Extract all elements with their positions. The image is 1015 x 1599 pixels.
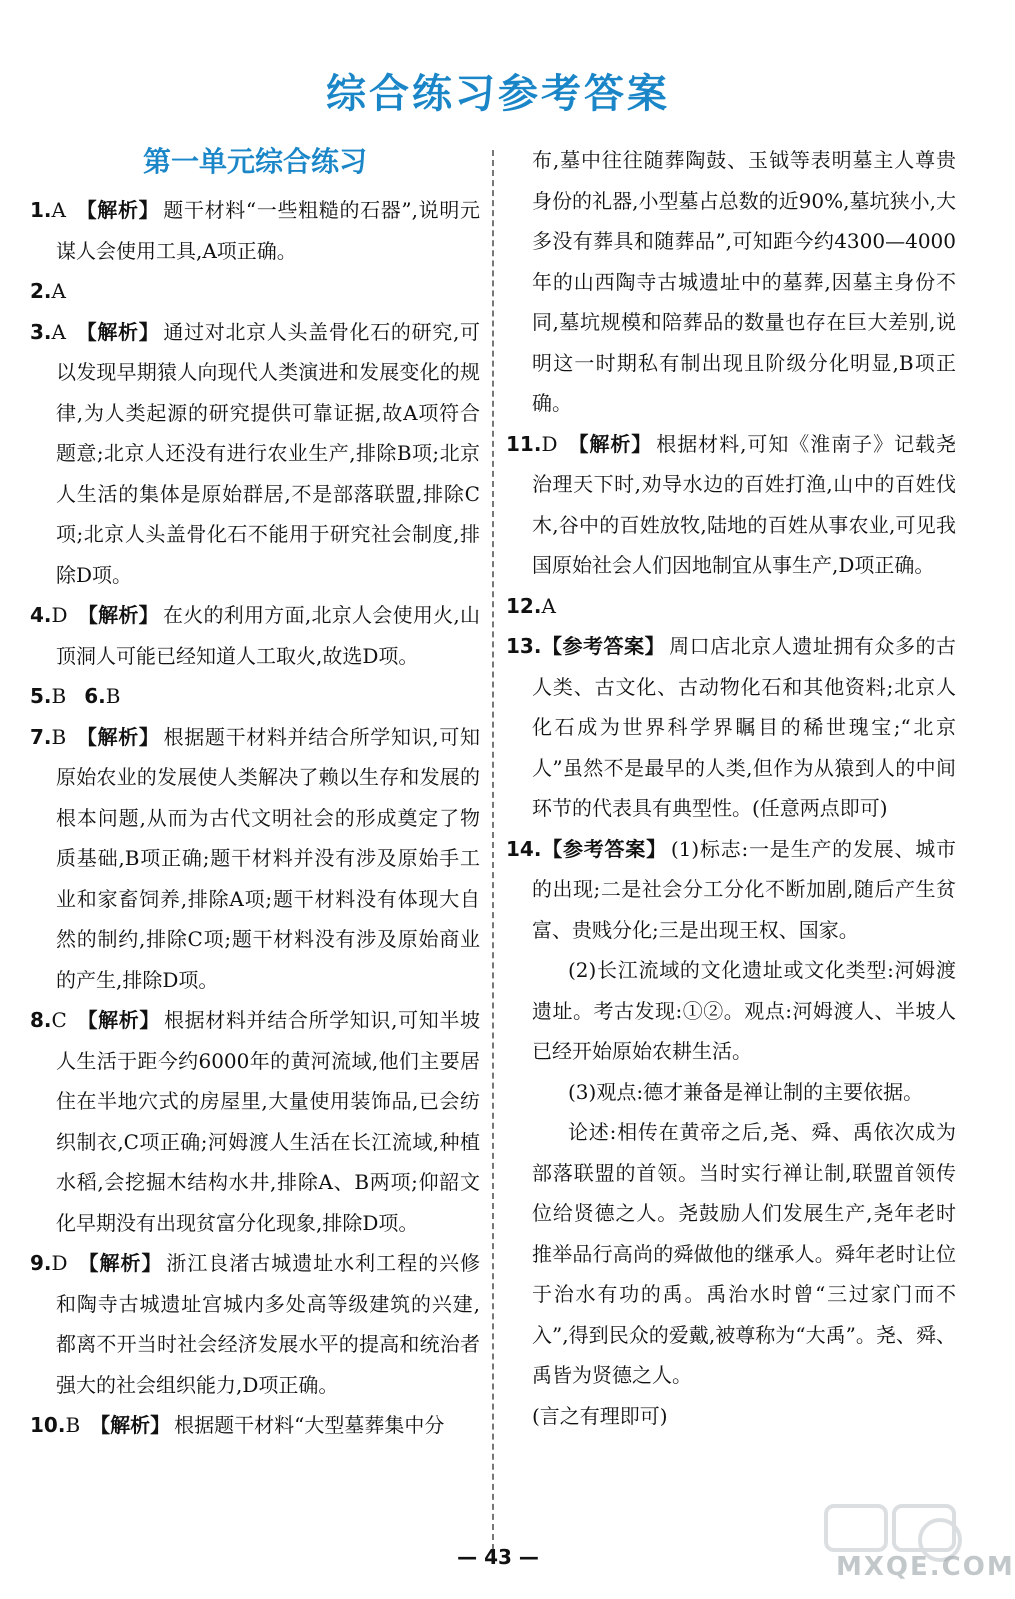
item-number: 13. bbox=[506, 634, 542, 658]
answer-option: A bbox=[51, 198, 66, 222]
analysis-tag: 【解析】 bbox=[77, 1251, 163, 1275]
item-number: 12. bbox=[506, 593, 542, 618]
analysis-tag: 【解析】 bbox=[77, 603, 159, 627]
page-number: — 43 — bbox=[457, 1545, 539, 1569]
answer-item-13 bbox=[506, 626, 956, 829]
analysis-text: 根据题干材料并结合所学知识,可知原始农业的发展使人类解决了赖以生存和发展的根本问题,从而为古代文明社会的形成奠定了物质基础,B项正确;题干材料并没有涉及原始手工业和家畜饲养,排除A项;题干材料没有体现大自然的制约,排除C项;题干材料没有涉及原始商业的产生,排除D项。 bbox=[56, 724, 481, 992]
analysis-text: 题干材料“一些粗糙的石器”,说明元谋人会使用工具,A项正确。 bbox=[56, 198, 481, 263]
item-number: 2. bbox=[30, 279, 52, 303]
answer-text: (1)标志:一是生产的发展、城市的出现;二是社会分工分化不断加剧,随后产生贫富、贵贱分化;三是出现王权、国家。 bbox=[532, 836, 956, 942]
item-number: 3. bbox=[30, 319, 52, 344]
analysis-text: 在火的利用方面,北京人会使用火,山顶洞人可能已经知道人工取火,故选D项。 bbox=[56, 603, 481, 668]
left-column bbox=[30, 140, 480, 1446]
item-number: 14. bbox=[506, 836, 542, 861]
answer-item-10-continued: 布,墓中往往随葬陶鼓、玉钺等表明墓主人尊贵身份的礼器,小型墓占总数的近90%,墓坑狭小,大多没有葬具和随葬品”,可知距今约4300—4000年的山西陶寺古城遗址中的墓葬,因墓主身份不同,墓坑规模和陪葬品的数量也存在巨大差别,说明这一时期私有制出现且阶级分化明显,B项正确。 bbox=[532, 148, 956, 415]
watermark-text: MXQE.COM bbox=[836, 1552, 1015, 1582]
answer-item-14-note: (言之有理即可) bbox=[532, 1403, 668, 1428]
answer-item-4 bbox=[30, 595, 480, 676]
answer-item-1 bbox=[30, 190, 480, 271]
answer-option: A bbox=[541, 593, 556, 618]
item-number: 10. bbox=[30, 1413, 66, 1437]
answer-item-8 bbox=[30, 1000, 480, 1243]
right-column bbox=[506, 140, 956, 1436]
analysis-tag: 【解析】 bbox=[75, 319, 160, 344]
answer-option: B bbox=[51, 724, 67, 749]
answer-item-14-part-3: (3)观点:德才兼备是禅让制的主要依据。 bbox=[568, 1079, 924, 1104]
section-title: 第一单元综合练习 bbox=[142, 145, 367, 178]
item-number: 11. bbox=[506, 431, 542, 456]
answer-item-2 bbox=[30, 271, 480, 312]
answer-option: C bbox=[51, 1008, 67, 1032]
analysis-tag: 【解析】 bbox=[567, 431, 653, 456]
reference-answer-tag: 【参考答案】 bbox=[541, 634, 666, 658]
analysis-tag: 【解析】 bbox=[90, 1413, 171, 1437]
analysis-text: 根据题干材料“大型墓葬集中分 bbox=[174, 1413, 445, 1437]
answer-item-5-6 bbox=[30, 676, 480, 717]
answer-option: D bbox=[541, 431, 558, 456]
answer-text: 周口店北京人遗址拥有众多的古人类、古文化、古动物化石和其他资料;北京人化石成为世界科学界瞩目的稀世瑰宝;“北京人”虽然不是最早的人类,但作为从猿到人的中间环节的代表具有典型性。(任意两点即可) bbox=[532, 634, 957, 820]
page-title: 综合练习参考答案 bbox=[326, 71, 670, 117]
answer-item-10 bbox=[30, 1405, 480, 1446]
item-number: 9. bbox=[30, 1251, 52, 1275]
analysis-tag: 【解析】 bbox=[75, 198, 160, 222]
analysis-tag: 【解析】 bbox=[76, 1008, 161, 1032]
answer-option: A bbox=[51, 319, 66, 344]
answer-option: B bbox=[105, 684, 121, 708]
answer-option: B bbox=[51, 684, 67, 708]
item-number: 4. bbox=[30, 603, 52, 627]
item-number: 5. bbox=[30, 684, 52, 708]
answer-item-11 bbox=[506, 424, 956, 586]
analysis-text: 浙江良渚古城遗址水利工程的兴修和陶寺古城遗址宫城内多处高等级建筑的兴建,都离不开当时社会经济发展水平的提高和统治者强大的社会组织能力,D项正确。 bbox=[56, 1251, 481, 1397]
answer-option: A bbox=[51, 279, 66, 303]
answer-option: B bbox=[65, 1413, 81, 1437]
item-number: 8. bbox=[30, 1008, 52, 1032]
answer-item-9 bbox=[30, 1243, 480, 1405]
answer-option: D bbox=[51, 603, 68, 627]
answer-item-12 bbox=[506, 586, 956, 627]
item-number: 1. bbox=[30, 198, 52, 222]
answer-item-14-part-2: (2)长江流域的文化遗址或文化类型:河姆渡遗址。考古发现:①②。观点:河姆渡人、半坡人已经开始原始农耕生活。 bbox=[532, 958, 956, 1063]
analysis-tag: 【解析】 bbox=[76, 724, 160, 749]
analysis-text: 根据材料并结合所学知识,可知半坡人生活于距今约6000年的黄河流域,他们主要居住在半地穴式的房屋里,大量使用装饰品,已会纺织制衣,C项正确;河姆渡人生活在长江流域,种植水稻,会挖掘木结构水井,排除A、B两项;仰韶文化早期没有出现贫富分化现象,排除D项。 bbox=[56, 1008, 480, 1235]
answer-option: D bbox=[51, 1251, 68, 1275]
analysis-text: 根据材料,可知《淮南子》记载尧治理天下时,劝导水边的百姓打渔,山中的百姓伐木,谷中的百姓放牧,陆地的百姓从事农业,可见我国原始社会人们因地制宜从事生产,D项正确。 bbox=[532, 431, 957, 577]
answer-item-14 bbox=[506, 829, 956, 951]
item-number: 7. bbox=[30, 724, 52, 749]
item-number: 6. bbox=[84, 684, 106, 708]
answer-item-7 bbox=[30, 717, 480, 1001]
answer-item-3 bbox=[30, 312, 480, 596]
reference-answer-tag: 【参考答案】 bbox=[541, 836, 667, 861]
column-divider bbox=[492, 150, 494, 1550]
answer-item-14-argument: 论述:相传在黄帝之后,尧、舜、禹依次成为部落联盟的首领。当时实行禅让制,联盟首领传位给贤德之人。尧鼓励人们发展生产,尧年老时推举品行高尚的舜做他的继承人。舜年老时让位于治水有功的禹。禹治水时曾“三过家门而不入”,得到民众的爱戴,被尊称为“大禹”。尧、舜、禹皆为贤德之人。 bbox=[532, 1120, 956, 1387]
analysis-text: 通过对北京人头盖骨化石的研究,可以发现早期猿人向现代人类演进和发展变化的规律,为人类起源的研究提供可靠证据,故A项符合题意;北京人还没有进行农业生产,排除B项;北京人生活的集体是原始群居,不是部落联盟,排除C项;北京人头盖骨化石不能用于研究社会制度,排除D项。 bbox=[56, 319, 481, 587]
